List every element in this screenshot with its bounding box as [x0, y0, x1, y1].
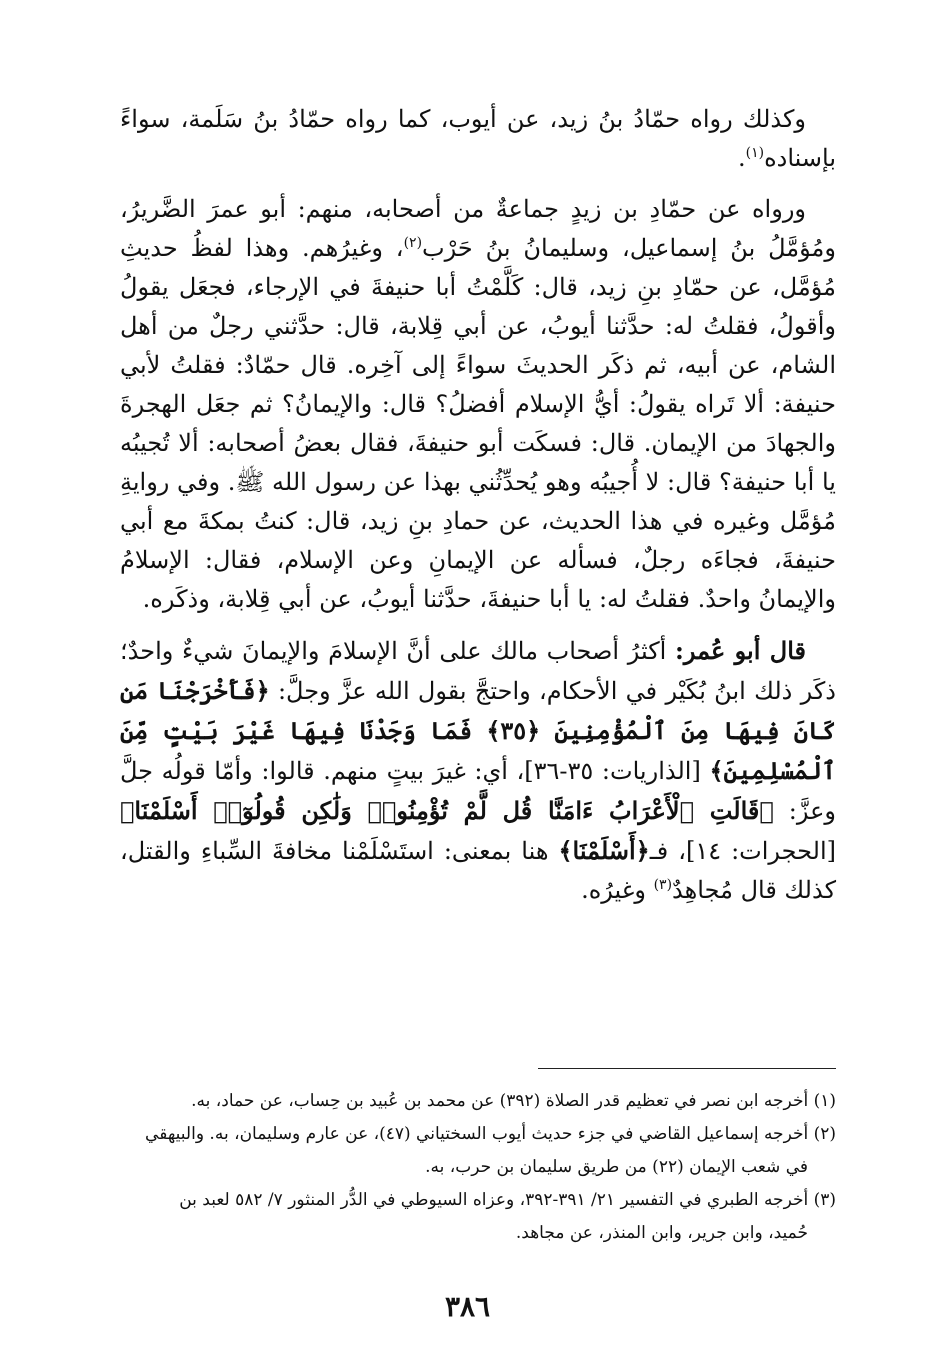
- section-lead: قال أبو عُمر:: [674, 636, 806, 665]
- footnote-ref-1: (١): [745, 145, 765, 161]
- quran-verse-2: ﴿قَالَتِ ٱلْأَعْرَابُ ءَامَنَّا قُل لَّمْ تُؤْمِنُوا۟ وَلَٰكِن قُولُوٓا۟ أَسْلَمْنَا﴾: [120, 796, 774, 825]
- paragraph-1: وكذلك رواه حمّادُ بنُ زيد، عن أيوب، كما رواه حمّادُ بنُ سَلَمة، سواءً بإسناده$^{(١)}$.: [120, 105, 836, 172]
- footnote-ref-3: (٣): [653, 877, 673, 893]
- footnote-ref-2: (٢): [403, 235, 423, 251]
- footnote-2-continued: في شعب الإيمان (٢٢) من طريق سليمان بن حرب، به.: [425, 1157, 808, 1177]
- paragraph-2: ورواه عن حمّادِ بن زيدٍ جماعةٌ من أصحابه، منهم: أبو عمرَ الضَّريرُ، ومُؤمَّلُ بنُ إسماعيل، وسليمانُ بنُ حَرْب$^{(٢)}$، وغيرُهم. وهذا لفظُ حديثِ مُؤمَّل، عن حمّادِ بنِ زيد، قال: كَلَّمْتُ أبا حنيفةَ في الإرجاء، فجعَل يقولُ وأقولُ، فقلتُ له: حدَّثنا أيوبُ، عن أبي قِلابة، قال: حدَّثني رجلٌ من أهل الشام، عن أبيه، ثم ذكَر الحديثَ سواءً إلى آخِره. قال حمّادٌ: فقلتُ لأبي حنيفة: ألا تَراه يقولُ: أيُّ الإسلام أفضلُ؟ قال: والإيمانُ؟ ثم جعَل الهجرةَ والجهادَ من الإيمان. قال: فسكَت أبو حنيفةَ، فقال بعضُ أصحابه: ألا تُجيبُه يا أبا حنيفة؟ قال: لا أُجيبُه وهو يُحدِّثُني بهذا عن رسول الله ﷺ. وفي روايةِ مُؤمَّل وغيره في هذا الحديث، عن حمادِ بنِ زيد، قال: كنتُ بمكةَ مع أبي حنيفةَ، فجاءَه رجلٌ، فسأله عن الإيمانِ وعن الإسلام، فقال: الإسلامُ والإيمانُ واحدٌ. فقلتُ له: يا أبا حنيفةَ، حدَّثنا أيوبُ، عن أبي قِلابة، وذكَره.: [120, 195, 836, 613]
- footnote-3: (٣) أخرجه الطبري في التفسير ٢١/ ٣٩١-٣٩٢، وعزاه السيوطي في الدُّر المنثور ٧/ ٥٨٢ لعبد بن: [179, 1190, 836, 1210]
- quran-verse-3: ﴿أَسْلَمْنَا﴾: [558, 836, 650, 865]
- footnote-2: (٢) أخرجه إسماعيل القاضي في جزء حديث أيوب السختياني (٤٧)، عن عارم وسليمان، به. والبيهقي: [145, 1124, 836, 1144]
- quran-verse-1: ﴿فَأَخْرَجْنَا مَن كَانَ فِيهَا مِنَ ٱلْمُؤْمِنِينَ ﴿٣٥﴾ فَمَا وَجَدْنَا فِيهَا غَيْرَ بَيْتٍ مِّنَ ٱلْمُسْلِمِينَ﴾: [120, 676, 837, 785]
- footnotes: [108, 1085, 836, 1250]
- page-number: ٣٨٦: [444, 1290, 491, 1323]
- paragraph-3: قال أبو عُمر: أكثرُ أصحاب مالك على أنَّ الإسلامَ والإيمانَ شيءٌ واحدٌ؛ ذكَر ذلك ابنُ بُكَيْر في الأحكام، واحتجَّ بقول الله عزَّ وجلَّ: ﴿فَأَخْرَجْنَا مَن كَانَ فِيهَا مِنَ ٱلْمُؤْمِنِينَ ﴿٣٥﴾ فَمَا وَجَدْنَا فِيهَا غَيْرَ بَيْتٍ مِّنَ ٱلْمُسْلِمِينَ﴾ [الذاريات: ٣٥-٣٦]، أي: غيرَ بيتٍ منهم. قالوا: وأمّا قولُه جلَّ وعزَّ: ﴿قَالَتِ ٱلْأَعْرَابُ ءَامَنَّا قُل لَّمْ تُؤْمِنُوا۟ وَلَٰكِن قُولُوٓا۟ أَسْلَمْنَا﴾ [الحجرات: ١٤]، فـ﴿أَسْلَمْنَا﴾ هنا بمعنى: استَسْلَمْنا مخافةَ السِّباءِ والقتل، كذلك قال مُجاهِدٌ$^{(٣)}$ وغيرُه.: [120, 636, 837, 904]
- main-text: [120, 100, 836, 910]
- footnote-separator: [538, 1068, 836, 1069]
- footnote-1: (١) أخرجه ابن نصر في تعظيم قدر الصلاة (٣٩٢) عن محمد بن عُبيد بن حِساب، عن حماد، به.: [191, 1091, 836, 1111]
- footnote-3-continued: حُميد، وابن جرير، وابن المنذر، عن مجاهد.: [515, 1223, 808, 1243]
